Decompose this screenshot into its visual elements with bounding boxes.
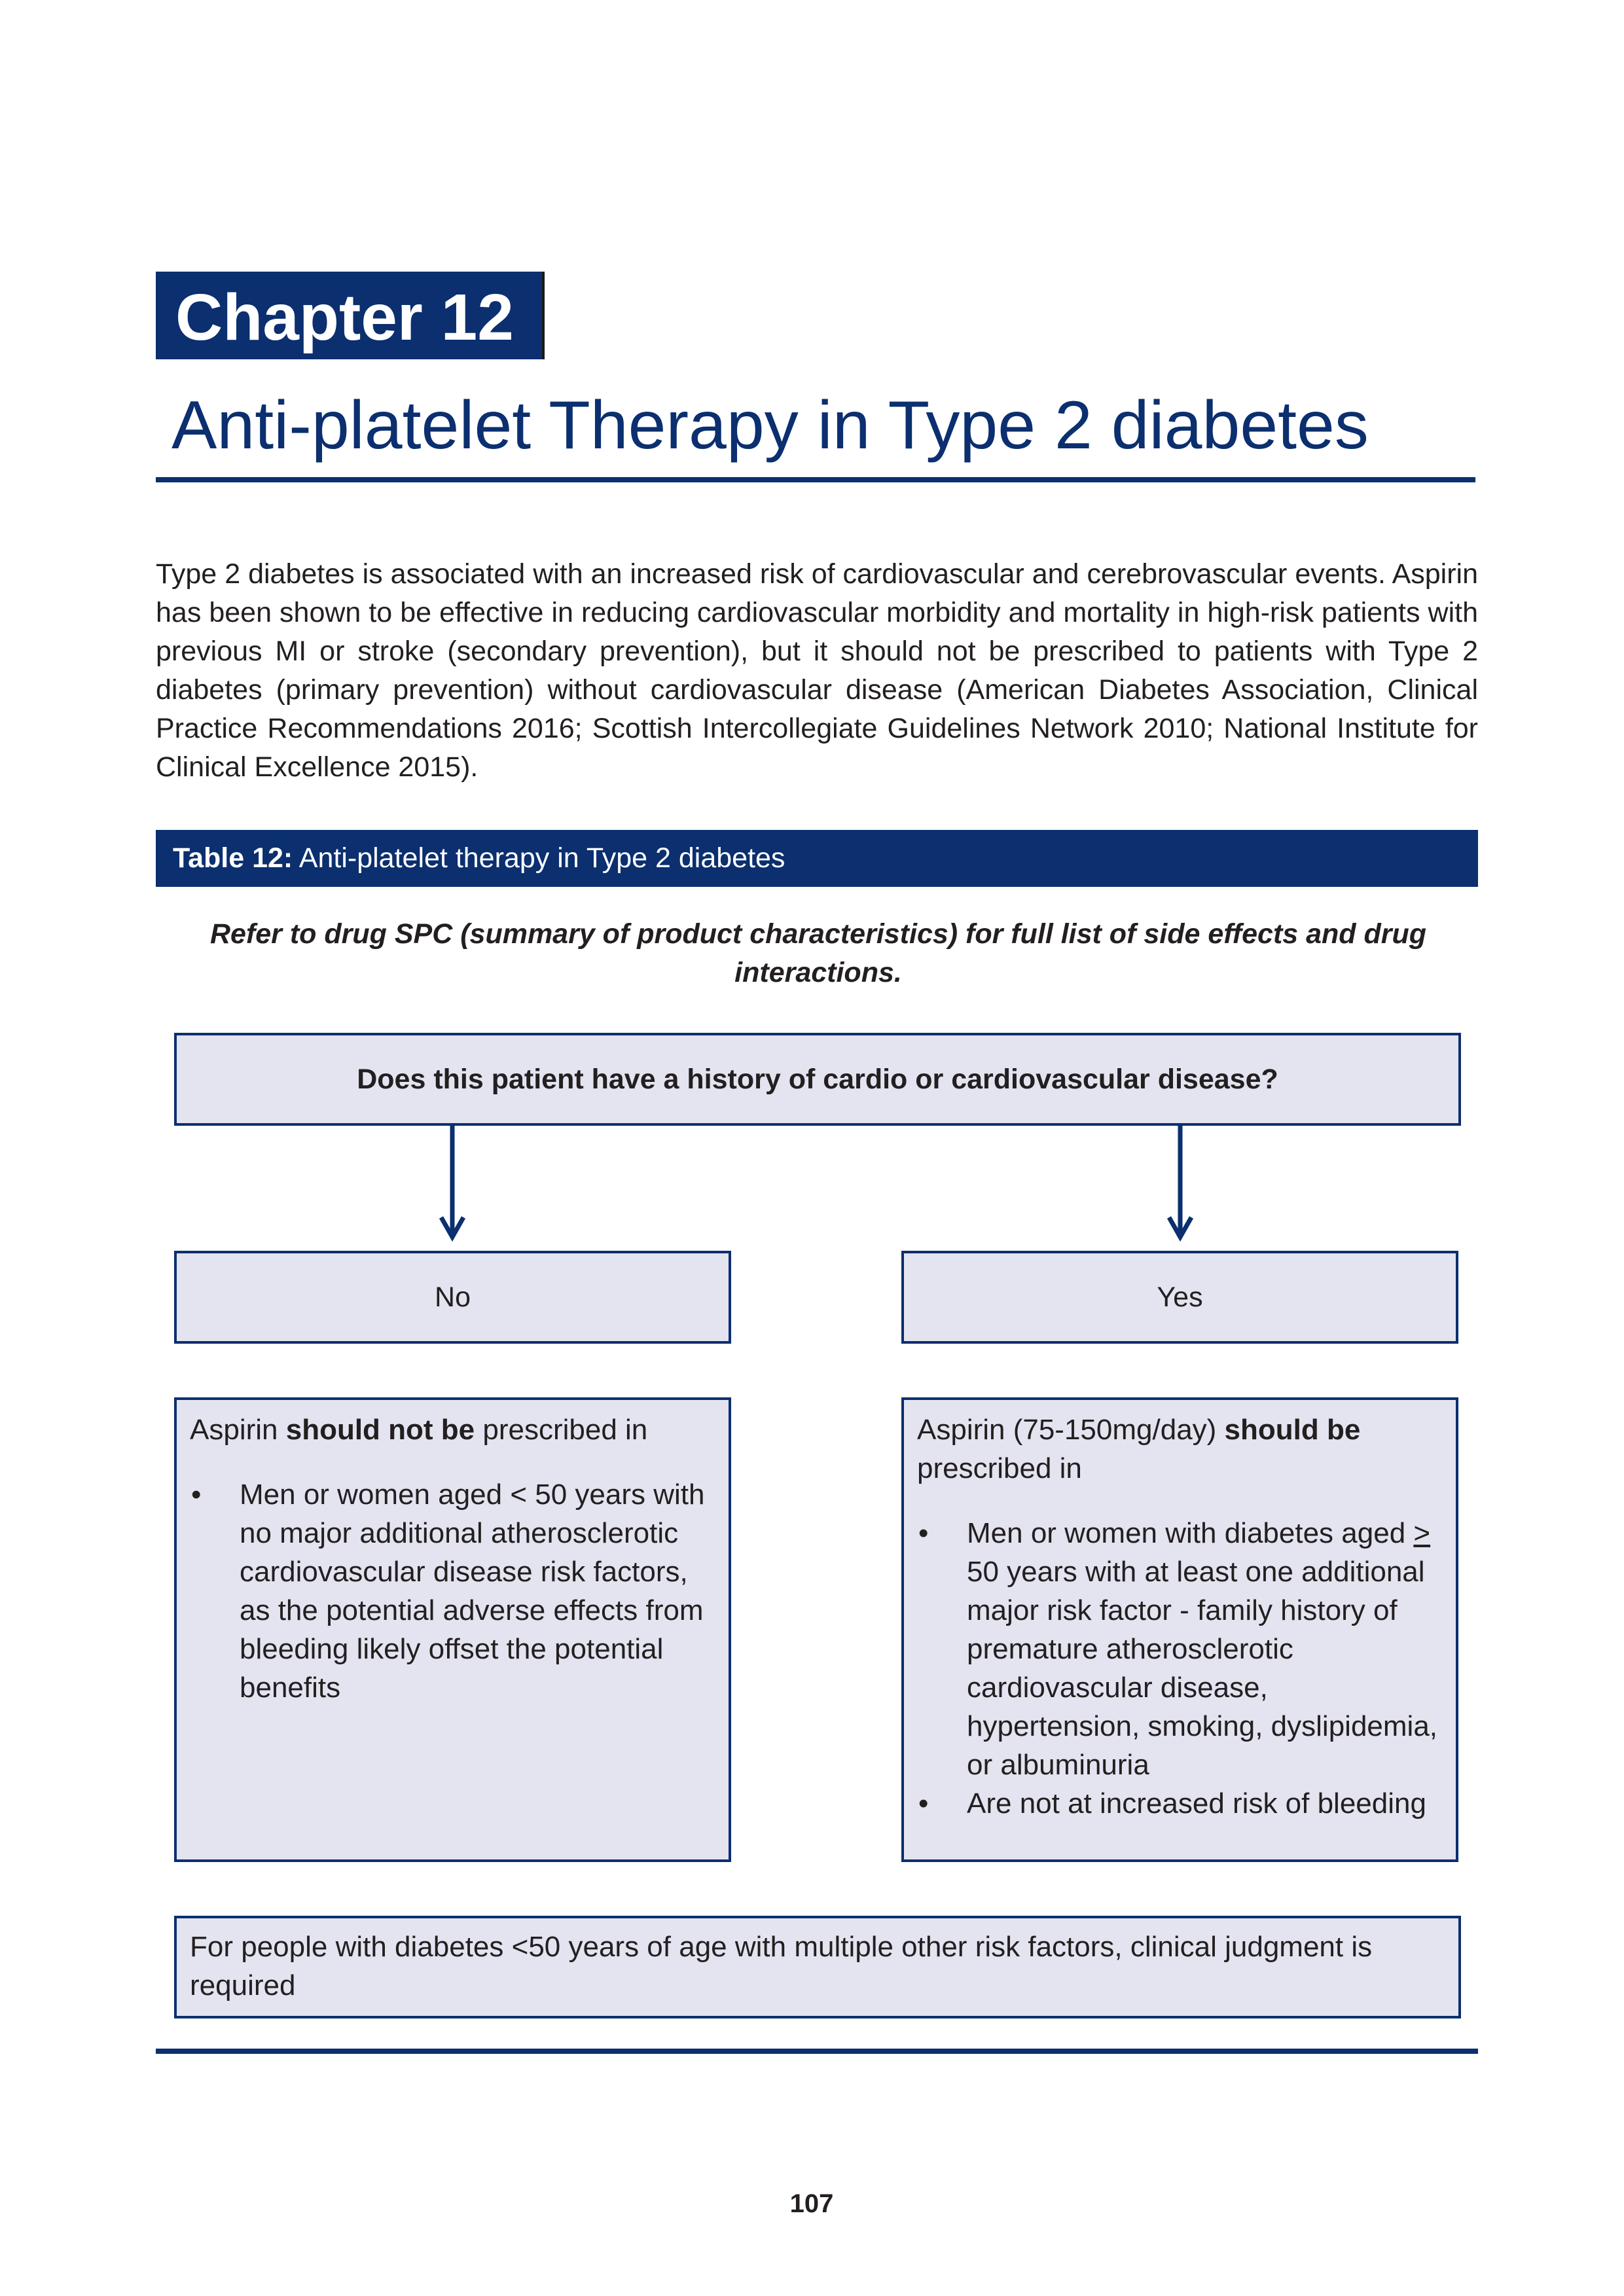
list-item: • Men or women with diabetes aged > 50 years with at least one additional major risk factor - family history of premature atherosclerotic cardiovascular disease, hypertension, smoking, dyslipidemia, or albuminuria <box>917 1514 1443 1784</box>
list-item: • Are not at increased risk of bleeding <box>917 1784 1443 1823</box>
intro-paragraph: Type 2 diabetes is associated with an increased risk of cardiovascular and cerebrovascular events. Aspirin has been shown to be effective in reducing cardiovascular morbidity and mortality in high-risk patients with previous MI or stroke (secondary prevention), but it should not be prescribed to patients with Type 2 diabetes (primary prevention) without cardiovascular disease (American Diabetes Association, Clinical Practice Recommendations 2016; Scottish Intercollegiate Guidelines Network 2010; National Institute for Clinical Excellence 2015). <box>156 558 1478 783</box>
answer-no-box <box>174 1251 731 1344</box>
page-title: Anti-platelet Therapy in Type 2 diabetes <box>171 387 1369 463</box>
bullet-icon: • <box>918 1787 929 1820</box>
yes-recommendation-list <box>917 1514 1443 1823</box>
arrow-down-no-icon <box>439 1126 466 1240</box>
spc-note: Refer to drug SPC (summary of product characteristics) for full list of side effects and drug interactions. <box>209 918 1427 988</box>
bullet-icon: • <box>918 1517 929 1549</box>
bullet-icon: • <box>191 1479 202 1511</box>
clinical-judgment-note-box <box>174 1916 1461 2018</box>
no-recommendation-box <box>174 1397 731 1862</box>
table-caption-banner <box>156 830 1478 887</box>
chapter-label: Chapter 12 <box>175 281 514 354</box>
bottom-divider <box>156 2049 1478 2054</box>
no-recommendation-list <box>190 1475 715 1707</box>
table-caption: Anti-platelet therapy in Type 2 diabetes <box>298 842 785 874</box>
list-item: • Men or women aged < 50 years with no major additional atherosclerotic cardiovascular disease risk factors, as the potential adverse effects from bleeding likely offset the potential benefits <box>190 1475 715 1707</box>
no-recommendation-intro: Aspirin should not be prescribed in <box>190 1414 648 1446</box>
answer-yes-box <box>901 1251 1458 1344</box>
yes-recommendation-intro: Aspirin (75-150mg/day) should be prescribed in <box>917 1414 1361 1484</box>
answer-yes-label: Yes <box>1157 1281 1203 1313</box>
greater-equal-symbol: > <box>1413 1517 1431 1549</box>
question-text: Does this patient have a history of cardio or cardiovascular disease? <box>357 1063 1278 1095</box>
answer-no-label: No <box>435 1281 471 1313</box>
arrow-down-yes-icon <box>1166 1126 1194 1240</box>
table-label: Table 12: <box>173 842 293 874</box>
yes-recommendation-box <box>901 1397 1458 1862</box>
clinical-judgment-note: For people with diabetes <50 years of age with multiple other risk factors, clinical judgment is required <box>190 1931 1373 2001</box>
title-divider <box>156 477 1475 482</box>
page-number: 107 <box>789 2189 834 2218</box>
question-box <box>174 1033 1461 1126</box>
